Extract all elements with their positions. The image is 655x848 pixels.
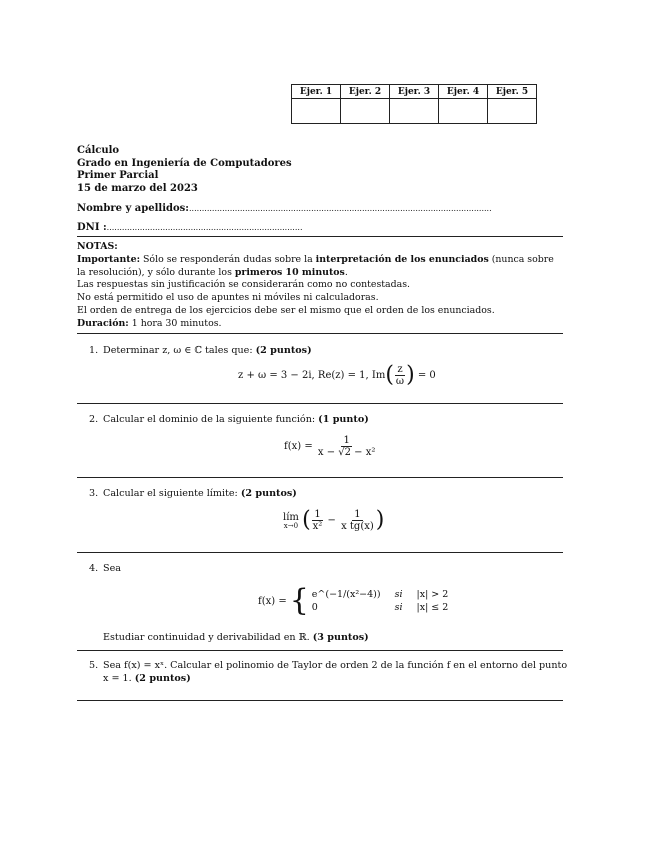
equation-4: f(x) = { e^(−1/(x²−4)) si |x| > 2 0 si |x| ≤ 2 <box>258 583 449 618</box>
course-title: Cálculo <box>77 145 120 156</box>
exercise-2: 2. Calcular el dominio de la siguiente función: (1 punto) <box>89 414 369 425</box>
notes-important: Importante: Sólo se responderán dudas sobre la interpretación de los enunciados (nunca sobre la resolución), y sólo durante los primeros 10 minutos. <box>77 253 554 278</box>
exercise-5: 5. Sea f(x) = xˣ. Calcular el polinomio de Taylor de orden 2 de la función f en el entorno del punto x = 1. (2 puntos) <box>89 660 568 684</box>
divider <box>77 477 563 478</box>
divider <box>77 700 563 701</box>
divider <box>77 650 563 651</box>
name-field[interactable] <box>77 203 492 214</box>
grade-header: Ejer. 2 <box>341 85 390 99</box>
dni-field[interactable] <box>77 222 302 233</box>
equation-3: lím x→0 ( $\frac{1}{\text{x²}}$ − $\frac{1}{\text{x tg(x)}}$ ) <box>283 507 385 533</box>
grade-cell[interactable] <box>292 99 341 124</box>
exercise-1: 1. Determinar z, ω ∈ ℂ tales que: (2 puntos) <box>89 345 312 356</box>
divider <box>77 333 563 334</box>
divider <box>77 403 563 404</box>
exam-title: Primer Parcial <box>77 170 159 182</box>
grade-header: Ejer. 5 <box>488 85 537 99</box>
equation-1: z + ω = 3 − 2i, Re(z) = 1, Im( $\frac{z}{\omega}$ ) = 0 <box>238 362 436 388</box>
divider <box>77 236 563 237</box>
notes-line: El orden de entrega de los ejercicios debe ser el mismo que el orden de los enunciados. <box>77 304 495 316</box>
exam-header <box>77 145 292 195</box>
grade-cell[interactable] <box>390 99 439 124</box>
grade-cell[interactable] <box>439 99 488 124</box>
grade-header: Ejer. 4 <box>439 85 488 99</box>
name-dots: ....................................................................................................................... <box>189 204 492 213</box>
notes-title: NOTAS: <box>77 241 118 252</box>
exercise-4: 4. Sea <box>89 563 121 574</box>
notes-line: Las respuestas sin justificación se considerarán como no contestadas. <box>77 279 411 291</box>
grades-table <box>291 84 537 124</box>
equation-2: f(x) = $\frac{1}{\text{x − √2 − x²}}$ <box>284 435 376 458</box>
notes-section <box>77 241 565 331</box>
name-label: Nombre y apellidos: <box>77 203 190 214</box>
degree-title: Grado en Ingeniería de Computadores <box>77 157 292 169</box>
notes-duration: Duración: 1 hora 30 minutos. <box>77 317 222 329</box>
dni-dots: ............................................................................. <box>106 223 303 232</box>
grade-cell[interactable] <box>341 99 390 124</box>
exercise-4-task: Estudiar continuidad y derivabilidad en ℝ. (3 puntos) <box>103 632 369 643</box>
grade-cell[interactable] <box>488 99 537 124</box>
grade-header: Ejer. 3 <box>390 85 439 99</box>
divider <box>77 552 563 553</box>
exercise-3: 3. Calcular el siguiente límite: (2 puntos) <box>89 488 297 499</box>
exam-date: 15 de marzo del 2023 <box>77 182 198 194</box>
dni-label: DNI : <box>77 222 107 233</box>
grade-header: Ejer. 1 <box>292 85 341 99</box>
notes-line: No está permitido el uso de apuntes ni móviles ni calculadoras. <box>77 292 379 304</box>
